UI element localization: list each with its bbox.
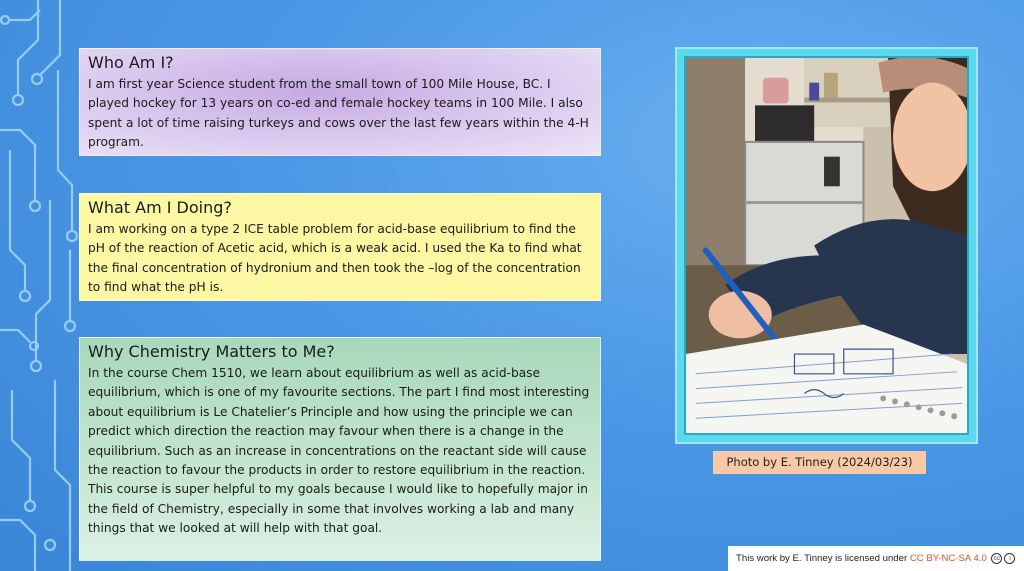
what-am-i-doing-panel [79, 193, 601, 301]
why-chemistry-panel [79, 337, 601, 561]
student-photo [684, 56, 969, 435]
who-am-i-panel [79, 48, 601, 156]
who-am-i-text: I am first year Science student from the small town of 100 Mile House, BC. I played hockey for 13 years on co-ed and female hockey teams in 100 Mile. I also spent a lot of time raising turkeys and cows over the last few years within the 4-H program. [88, 77, 589, 150]
what-am-i-doing-text: I am working on a type 2 ICE table problem for acid-base equilibrium to find the pH of the reaction of Acetic acid, which is a weak acid. I used the Ka to find what the final concentration of hydronium and then took the –log of the concentration to find what the pH is. [88, 222, 582, 295]
why-chemistry-text: In the course Chem 1510, we learn about equilibrium as well as acid-base equilibrium, which is one of my favourite sections. The part I find most interesting about equilibrium is Le Chatelier’s Principle and how using the principle we can predict which direction the reaction may favour when there is a change in the equilibrium. Such as an increase in concentrations on the reactant side will cause the reaction to favour the products in order to restore equilibrium in the reaction. This course is super helpful to my goals because I would like to hopefully major in the field of Chemistry, especially in some that involves working a lab and many things that we looked at will help with that goal. [88, 366, 590, 536]
license-text: This work by E. Tinney is licensed under [736, 553, 910, 564]
photo-frame [675, 47, 978, 444]
who-am-i-heading: Who Am I? [88, 53, 174, 72]
why-chemistry-heading: Why Chemistry Matters to Me? [88, 342, 335, 361]
license-link[interactable]: CC BY-NC-SA 4.0 [909, 553, 987, 564]
license-notice [728, 546, 1024, 571]
photo-caption: Photo by E. Tinney (2024/03/23) [713, 451, 926, 474]
what-am-i-doing-heading: What Am I Doing? [88, 198, 232, 217]
cc-icon: cc [991, 553, 1002, 564]
attribution-icon: i [1004, 553, 1015, 564]
